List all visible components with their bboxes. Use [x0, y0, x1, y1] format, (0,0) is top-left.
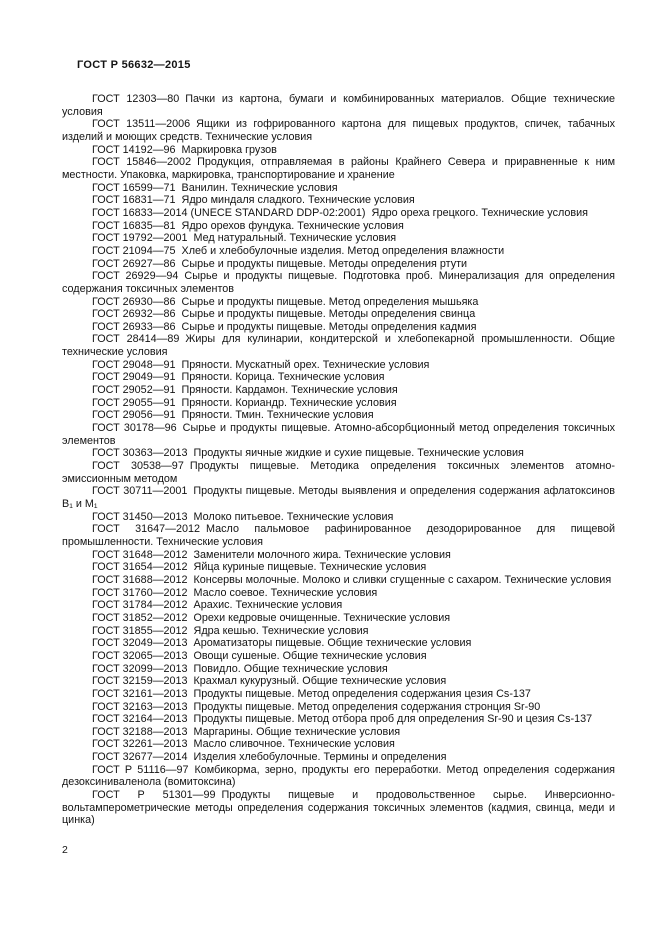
page-number: 2	[62, 844, 68, 856]
standard-entry	[62, 321, 615, 334]
standard-entry	[62, 296, 615, 309]
standard-title: Масло соевое. Технические условия	[193, 586, 378, 599]
standard-entry	[62, 764, 615, 789]
standard-title: Мед натуральный. Технические условия	[193, 232, 397, 245]
standard-title: Сырье и продукты пищевые. Методы определения ртути	[181, 257, 468, 270]
standard-entry	[62, 574, 615, 587]
standard-code: ГОСТ 26930—86	[92, 295, 176, 308]
standard-entry	[62, 333, 615, 358]
standard-code: ГОСТ 31647—2012	[92, 523, 200, 536]
standard-entry	[62, 549, 615, 562]
standard-code: ГОСТ 32677—2014	[92, 751, 188, 764]
standard-code: ГОСТ 16831—71	[92, 194, 176, 207]
standard-title: Орехи кедровые очищенные. Технические условия	[193, 611, 451, 624]
standard-title: Продукты яичные жидкие и сухие пищевые. Технические условия	[193, 447, 524, 460]
standard-entry	[62, 637, 615, 650]
standard-entry	[62, 599, 615, 612]
standard-entry	[62, 751, 615, 764]
standard-code: ГОСТ Р 51116—97	[92, 763, 189, 776]
standard-entry	[62, 789, 615, 827]
standard-title: Пряности. Кориандр. Технические условия	[181, 396, 397, 409]
document-title-header: ГОСТ Р 56632—2015	[77, 59, 191, 71]
standard-code: ГОСТ 29055—91	[92, 396, 176, 409]
standard-code: ГОСТ 30711—2001	[92, 485, 188, 498]
standard-code: ГОСТ 29049—91	[92, 371, 176, 384]
standard-entry	[62, 270, 615, 295]
standard-title: Изделия хлебобулочные. Термины и определения	[193, 751, 447, 764]
standard-title: Пряности. Кардамон. Технические условия	[181, 384, 398, 397]
standard-title: Овощи сушеные. Общие технические условия	[193, 649, 427, 662]
standard-entry	[62, 308, 615, 321]
standard-entry	[62, 447, 615, 460]
standard-code: ГОСТ 31855—2012	[92, 624, 188, 637]
standard-title: Арахис. Технические условия	[193, 599, 343, 612]
standard-code: ГОСТ 32159—2013	[92, 675, 188, 688]
standard-code: ГОСТ 31688—2012	[92, 573, 188, 586]
standard-code: ГОСТ 16599—71	[92, 181, 176, 194]
standard-title: Пряности. Корица. Технические условия	[181, 371, 385, 384]
standard-entry	[62, 663, 615, 676]
standard-title: Ядра кешью. Технические условия	[193, 624, 369, 637]
standard-entry	[62, 561, 615, 574]
standard-code: ГОСТ 30363—2013	[92, 447, 188, 460]
standard-code: ГОСТ 31450—2013	[92, 510, 188, 523]
standard-code: ГОСТ 32261—2013	[92, 738, 188, 751]
standard-title: Продукты пищевые. Метод определения содержания цезия Cs-137	[193, 687, 531, 700]
standard-title: Продукты пищевые. Метод отбора проб для определения Sr-90 и цезия Cs-137	[193, 713, 593, 726]
standard-code: ГОСТ 32065—2013	[92, 649, 188, 662]
standard-entry	[62, 625, 615, 638]
standard-code: ГОСТ 26929—94	[92, 270, 179, 283]
standard-title: Ящики из гофрированного картона для пищевых продуктов, спичек, табачных изделий и моющих средств. Технические условия	[62, 118, 615, 143]
standard-entry	[62, 523, 615, 548]
standard-title: Ядро ореха грецкого. Технические условия	[371, 206, 589, 219]
standards-list	[62, 93, 615, 827]
standard-title: Пачки из картона, бумаги и комбинированных материалов. Общие технические условия	[62, 93, 615, 118]
standard-entry	[62, 258, 615, 271]
standard-title: Сырье и продукты пищевые. Методы определения кадмия	[181, 320, 477, 333]
standard-entry	[62, 118, 615, 143]
standard-entry	[62, 232, 615, 245]
standard-title: Сырье и продукты пищевые. Методы определения свинца	[181, 308, 476, 321]
standard-title: Заменители молочного жира. Технические условия	[193, 548, 451, 561]
standard-entry	[62, 359, 615, 372]
standard-title: Сырье и продукты пищевые. Метод определения мышьяка	[181, 295, 479, 308]
standard-title: Сырье и продукты пищевые. Атомно-абсорбционный метод определения токсичных элементов	[62, 422, 615, 447]
standard-code: ГОСТ 31648—2012	[92, 548, 188, 561]
standard-title: Маркировка грузов	[181, 143, 277, 156]
standard-entry	[62, 384, 615, 397]
standard-title: Пряности. Мускатный орех. Технические условия	[181, 358, 430, 371]
standard-code: ГОСТ 32049—2013	[92, 637, 188, 650]
standard-title: Продукция, отправляемая в районы Крайнего Севера и приравненные к ним местности. Упаковка, маркировка, транспортирование и хранение	[62, 156, 616, 181]
standard-code: ГОСТ 29056—91	[92, 409, 176, 422]
standard-entry	[62, 460, 615, 485]
standard-title: Маргарины. Общие технические условия	[193, 725, 401, 738]
standard-entry	[62, 220, 615, 233]
standard-code: ГОСТ 16833—2014 (UNECE STANDARD DDP-02:2001)	[92, 206, 366, 219]
standard-code: ГОСТ 31760—2012	[92, 586, 188, 599]
standard-code: ГОСТ 16835—81	[92, 219, 176, 232]
standard-title: Повидло. Общие технические условия	[193, 662, 388, 675]
standard-entry	[62, 726, 615, 739]
standard-entry	[62, 93, 615, 118]
standard-title: Яйца куриные пищевые. Технические условия	[193, 561, 427, 574]
standard-code: ГОСТ 14192—96	[92, 143, 176, 156]
standard-entry	[62, 397, 615, 410]
standard-title: Пряности. Тмин. Технические условия	[181, 409, 374, 422]
standard-title: Жиры для кулинарии, кондитерской и хлебопекарной промышленности. Общие технические условия	[62, 333, 615, 359]
standard-entry	[62, 713, 615, 726]
standard-code: ГОСТ 26927—86	[92, 257, 176, 270]
standard-code: ГОСТ 32188—2013	[92, 725, 188, 738]
standard-entry	[62, 371, 615, 384]
standard-code: ГОСТ 30538—97	[92, 460, 184, 473]
standard-entry	[62, 650, 615, 663]
standard-entry	[62, 485, 615, 510]
standard-title: Консервы молочные. Молоко и сливки сгущенные с сахаром. Технические условия	[193, 573, 612, 586]
standard-code: ГОСТ 31784—2012	[92, 599, 188, 612]
standard-code: ГОСТ 32163—2013	[92, 700, 188, 713]
standard-entry	[62, 738, 615, 751]
standard-title: Крахмал кукурузный. Общие технические условия	[193, 675, 447, 688]
standard-entry	[62, 207, 615, 220]
standard-title: Ароматизаторы пищевые. Общие технические условия	[193, 637, 472, 650]
standard-entry	[62, 182, 615, 195]
standard-entry	[62, 688, 615, 701]
standard-entry	[62, 194, 615, 207]
standard-code: ГОСТ 30178—96	[92, 422, 177, 435]
standard-code: ГОСТ 21094—75	[92, 244, 176, 257]
standard-title: Продукты пищевые. Методика определения токсичных элементов атомно-эмиссионным методом	[62, 460, 615, 485]
standard-entry	[62, 144, 615, 157]
standard-title: Ванилин. Технические условия	[181, 181, 338, 194]
standard-code: ГОСТ 19792—2001	[92, 232, 188, 245]
standard-code: ГОСТ 31852—2012	[92, 611, 188, 624]
standard-entry	[62, 675, 615, 688]
standard-title: Комбикорма, зерно, продукты его переработки. Метод определения содержания дезоксиниваленола (вомитоксина)	[62, 763, 615, 789]
standard-code: ГОСТ 12303—80	[92, 93, 180, 105]
standard-entry	[62, 409, 615, 422]
standard-code: ГОСТ 32164—2013	[92, 713, 188, 726]
standard-code: ГОСТ 32099—2013	[92, 662, 188, 675]
standard-entry	[62, 612, 615, 625]
standard-code: ГОСТ 32161—2013	[92, 687, 188, 700]
standard-entry	[62, 422, 615, 447]
standard-title: Ядро орехов фундука. Технические условия	[181, 219, 404, 232]
standard-title: Масло сливочное. Технические условия	[193, 738, 395, 751]
standard-code: ГОСТ 29052—91	[92, 384, 176, 397]
standard-title: Сырье и продукты пищевые. Подготовка проб. Минерализация для определения содержания токсичных элементов	[62, 270, 615, 295]
standard-entry	[62, 701, 615, 714]
standard-code: ГОСТ 28414—89	[92, 333, 180, 346]
standard-title: Продукты пищевые. Методы выявления и определения содержания афлатоксинов В₁ и М₁	[62, 485, 615, 510]
standard-code: ГОСТ 29048—91	[92, 358, 176, 371]
standard-entry	[62, 511, 615, 524]
standard-entry	[62, 587, 615, 600]
standard-title: Продукты пищевые и продовольственное сырье. Инверсионно-вольтамперометрические методы определения содержания токсичных элементов (кадмия, свинца, меди и цинка)	[62, 789, 615, 827]
standard-code: ГОСТ Р 51301—99	[92, 789, 216, 802]
standard-code: ГОСТ 26932—86	[92, 308, 176, 321]
standard-code: ГОСТ 13511—2006	[92, 118, 191, 131]
standard-code: ГОСТ 26933—86	[92, 320, 176, 333]
standard-title: Масло пальмовое рафинированное дезодорированное для пищевой промышленности. Технические условия	[62, 523, 615, 548]
standard-title: Молоко питьевое. Технические условия	[193, 510, 394, 523]
standard-entry	[62, 245, 615, 258]
standard-entry	[62, 156, 615, 181]
standard-title: Продукты пищевые. Метод определения содержания стронция Sr-90	[193, 700, 541, 713]
standard-code: ГОСТ 31654—2012	[92, 561, 188, 574]
standard-title: Хлеб и хлебобулочные изделия. Метод определения влажности	[181, 244, 505, 257]
standard-code: ГОСТ 15846—2002	[92, 156, 192, 169]
standard-title: Ядро миндаля сладкого. Технические условия	[181, 194, 415, 207]
